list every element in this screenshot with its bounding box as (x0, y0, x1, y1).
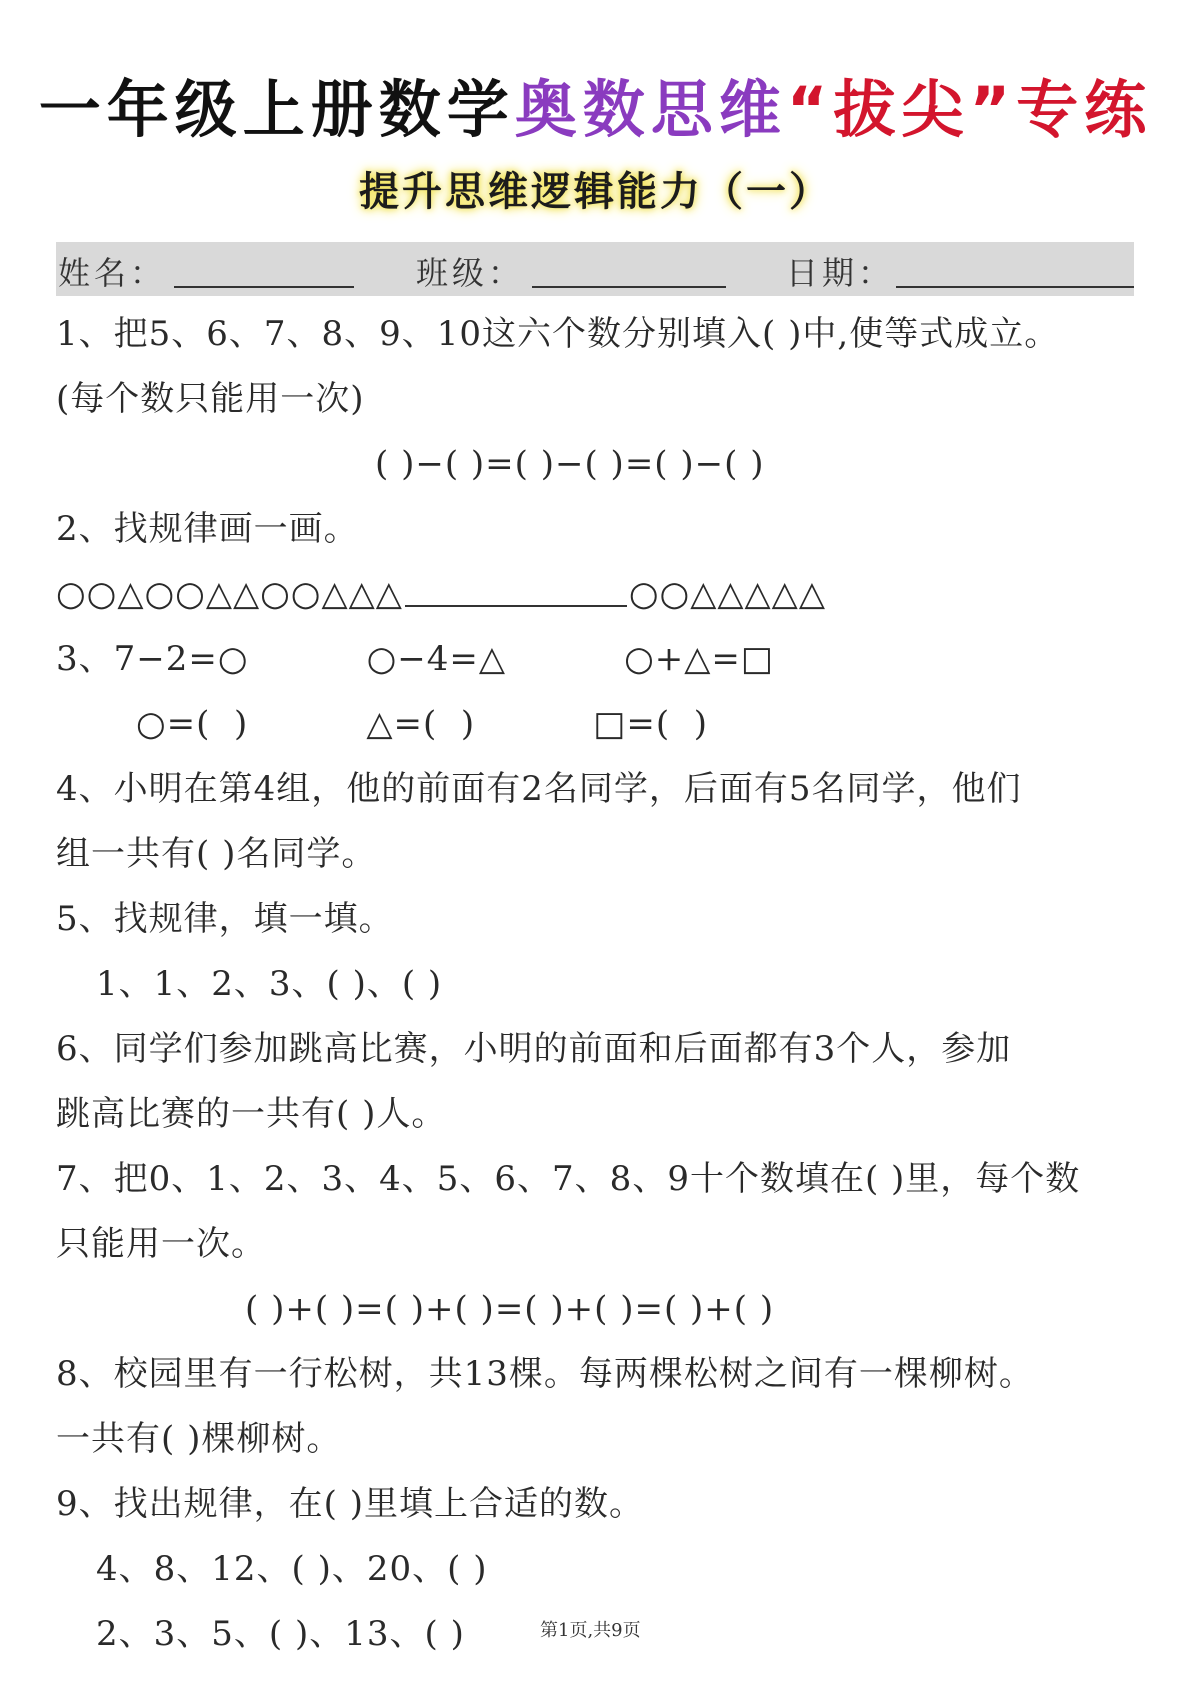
question-7-text: 7、把0、1、2、3、4、5、6、7、8、9十个数填在( )里，每个数 (56, 1159, 1081, 1199)
question-7-text-cont: 只能用一次。 (56, 1224, 266, 1264)
date-label: 日期： (786, 254, 895, 292)
question-5-text: 5、找规律，填一填。 (56, 899, 394, 939)
question-8-text: 8、校园里有一行松树，共13棵。每两棵松树之间有一棵柳树。 (56, 1354, 1034, 1394)
question-3-equations: 3、7−2=○ ○−4=△ ○+△=□ (56, 639, 775, 679)
shape-sequence-before: ○○△○○△△○○△△△ (56, 574, 403, 614)
page-number: 第1页,共9页 (540, 1620, 641, 1641)
page-subtitle: 提升思维逻辑能力（一） (359, 169, 832, 215)
title-part-grade: 一年级上册数学 (38, 73, 515, 146)
question-4-text-cont: 组一共有( )名同学。 (56, 834, 377, 874)
shape-sequence-after: ○○△△△△△ (628, 574, 826, 614)
question-9-sequence-b: 2、3、5、( )、13、( ) (96, 1614, 465, 1654)
question-1-equation: ( )−( )=( )−( )=( )−( ) (375, 444, 765, 484)
question-1-text: 1、把5、6、7、8、9、10这六个数分别填入( )中,使等式成立。 (56, 314, 1060, 354)
student-info-bar (56, 242, 1134, 296)
page-title (0, 60, 1191, 149)
question-6-text: 6、同学们参加跳高比赛，小明的前面和后面都有3个人，参加 (56, 1029, 1012, 1069)
class-label: 班级： (416, 254, 525, 292)
question-1-note: (每个数只能用一次) (56, 379, 365, 419)
title-part-olympiad: 奥数思维 (514, 73, 787, 146)
question-6-text-cont: 跳高比赛的一共有( )人。 (56, 1094, 447, 1134)
name-field[interactable] (174, 286, 354, 288)
name-label: 姓名： (58, 254, 167, 292)
question-4-text: 4、小明在第4组，他的前面有2名同学，后面有5名同学，他们 (56, 769, 1022, 809)
question-3-answers: ○=( ) △=( ) □=( ) (136, 704, 708, 744)
question-5-sequence: 1、1、2、3、( )、( ) (96, 964, 443, 1004)
class-field[interactable] (532, 286, 726, 288)
question-2-text: 2、找规律画一画。 (56, 509, 359, 549)
title-part-top: “拔尖”专练 (786, 73, 1153, 146)
question-8-text-cont: 一共有( )棵柳树。 (56, 1419, 342, 1459)
question-7-equation: ( )+( )=( )+( )=( )+( )=( )+( ) (245, 1289, 775, 1329)
question-9-text: 9、找出规律，在( )里填上合适的数。 (56, 1484, 644, 1524)
date-field[interactable] (896, 286, 1134, 288)
question-2-sequence (56, 572, 826, 616)
question-9-sequence-a: 4、8、12、( )、20、( ) (96, 1549, 488, 1589)
shape-sequence-blank[interactable] (405, 605, 627, 607)
